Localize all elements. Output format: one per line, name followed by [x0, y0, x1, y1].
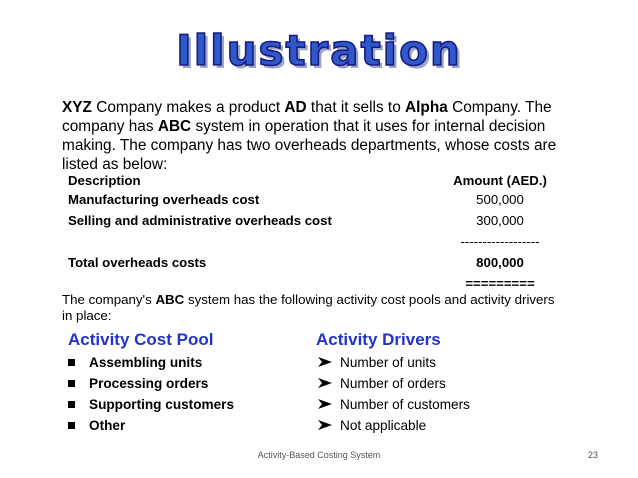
- table-dash-row: [64, 231, 560, 252]
- activity-drivers-heading: Activity Drivers: [316, 330, 441, 349]
- product-name: AD: [284, 99, 307, 116]
- square-bullet-icon: [68, 380, 75, 387]
- slide-footer: Activity-Based Costing System: [257, 450, 381, 460]
- dash-line: ------------------: [460, 234, 540, 249]
- row-description: Selling and administrative overheads cost: [68, 213, 332, 228]
- arrow-bullet-icon: [316, 398, 334, 410]
- list-item: Not applicable: [316, 415, 470, 436]
- activity-drivers-list: [316, 352, 470, 436]
- list-item: Number of orders: [316, 373, 470, 394]
- activity-cost-pool-heading: Activity Cost Pool: [68, 330, 214, 349]
- list-item: Processing orders: [68, 373, 234, 394]
- pools-intro-paragraph: The company's ABC system has the following activity cost pools and activity drivers in place:: [62, 292, 555, 323]
- header-amount: Amount (AED.): [453, 173, 547, 188]
- row-amount: 500,000: [476, 192, 524, 207]
- system-name: ABC: [155, 292, 185, 307]
- table-header-row: [64, 172, 560, 189]
- double-line: =========: [465, 276, 535, 291]
- table-row: [64, 210, 560, 231]
- table-row: [64, 189, 560, 210]
- total-amount: 800,000: [476, 255, 524, 270]
- list-item: Other: [68, 415, 234, 436]
- total-description: Total overheads costs: [68, 255, 207, 270]
- arrow-bullet-icon: [316, 377, 334, 389]
- header-description: Description: [68, 173, 141, 188]
- overheads-table: [64, 172, 560, 294]
- square-bullet-icon: [68, 359, 75, 366]
- company-name: XYZ: [62, 99, 92, 116]
- list-item: Number of units: [316, 352, 470, 373]
- arrow-bullet-icon: [316, 356, 334, 368]
- row-amount: 300,000: [476, 213, 524, 228]
- intro-paragraph: XYZ Company makes a product AD that it sells to Alpha Company. The company has ABC system in operation that it uses for internal decision making. The company has two overheads departments, whose costs are listed as below:: [62, 99, 557, 173]
- list-item: Assembling units: [68, 352, 234, 373]
- list-item: Supporting customers: [68, 394, 234, 415]
- square-bullet-icon: [68, 401, 75, 408]
- square-bullet-icon: [68, 422, 75, 429]
- table-double-line-row: [64, 273, 560, 294]
- arrow-bullet-icon: [316, 419, 334, 431]
- customer-name: Alpha: [405, 99, 448, 116]
- list-item: Number of customers: [316, 394, 470, 415]
- table-total-row: [64, 252, 560, 273]
- page-number: 23: [587, 450, 598, 460]
- system-name: ABC: [157, 118, 192, 135]
- slide-title: Illustration: [176, 26, 462, 75]
- row-description: Manufacturing overheads cost: [68, 192, 260, 207]
- activity-cost-pool-list: [68, 352, 234, 436]
